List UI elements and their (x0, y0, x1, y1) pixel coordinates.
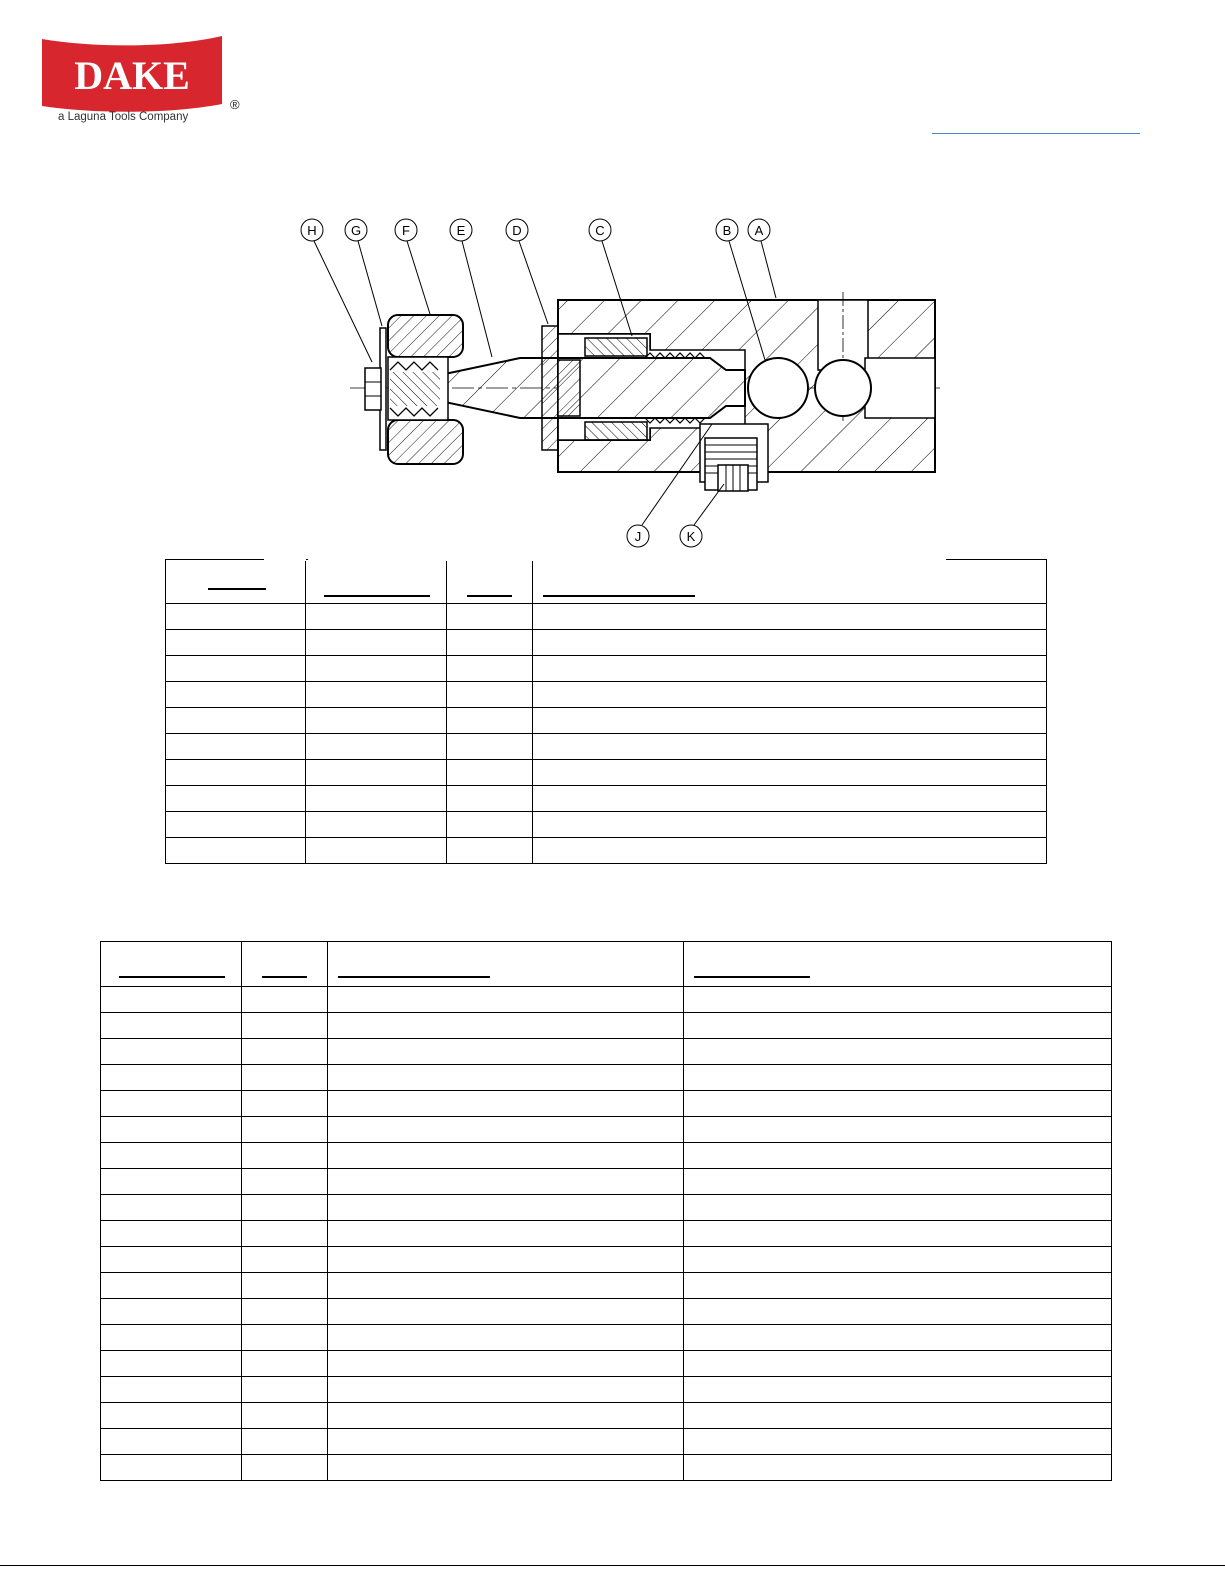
callout-a (748, 219, 776, 298)
header-link[interactable] (932, 133, 1140, 134)
logo-tagline: a Laguna Tools Company (58, 111, 189, 123)
table-row (101, 1273, 1112, 1299)
table-row (166, 812, 1047, 838)
table-row (101, 1299, 1112, 1325)
header-cell (684, 942, 1112, 987)
ball-2 (815, 360, 871, 416)
details-table-header (101, 942, 1112, 987)
table-row (166, 786, 1047, 812)
callout-g (345, 219, 382, 326)
table-border-gap (264, 557, 306, 561)
packing-c-top (585, 338, 647, 356)
table-row (166, 708, 1047, 734)
svg-text:K: K (686, 529, 696, 544)
header-cell (242, 942, 328, 987)
callout-d (506, 219, 548, 324)
svg-text:J: J (634, 529, 642, 544)
table-row (101, 1065, 1112, 1091)
svg-text:G: G (350, 223, 362, 238)
svg-text:A: A (754, 223, 764, 238)
table-row (101, 1429, 1112, 1455)
header-cell (533, 560, 1047, 604)
table-row (101, 1013, 1112, 1039)
callout-h (301, 219, 372, 362)
table-row (166, 604, 1047, 630)
details-table (100, 941, 1112, 1481)
packing-c-bottom (585, 422, 647, 440)
table-row (101, 1403, 1112, 1429)
table-row (101, 987, 1112, 1013)
header-cell (306, 560, 447, 604)
parts-table-header (166, 560, 1047, 604)
svg-text:C: C (595, 223, 605, 238)
table-row (166, 630, 1047, 656)
callout-f (395, 219, 430, 314)
header-cell (447, 560, 533, 604)
page-footer-rule (0, 1565, 1225, 1566)
plug-k (705, 438, 757, 491)
stem-e (440, 353, 745, 423)
svg-text:B: B (722, 223, 732, 238)
svg-text:E: E (456, 223, 466, 238)
dake-logo (40, 34, 245, 129)
parts-table (165, 559, 1047, 864)
header-cell (101, 942, 242, 987)
table-row (166, 760, 1047, 786)
table-row (101, 1247, 1112, 1273)
table-row (101, 1325, 1112, 1351)
table-border-gap (308, 557, 946, 561)
table-row (101, 1377, 1112, 1403)
table-row (101, 1221, 1112, 1247)
table-row (101, 1143, 1112, 1169)
table-row (101, 1169, 1112, 1195)
table-row (166, 734, 1047, 760)
callout-k (680, 484, 724, 547)
svg-text:F: F (402, 223, 410, 238)
logo-text: DAKE (74, 53, 190, 98)
registered-mark: ® (230, 97, 240, 112)
table-row (101, 1091, 1112, 1117)
svg-text:H: H (307, 223, 317, 238)
screw-head-h (365, 368, 381, 410)
table-row (166, 838, 1047, 864)
header-cell (328, 942, 684, 987)
table-row (166, 682, 1047, 708)
table-row (166, 656, 1047, 682)
ball-b (748, 358, 808, 418)
header-cell (166, 560, 306, 604)
svg-text:D: D (512, 223, 522, 238)
table-row (101, 1195, 1112, 1221)
table-row (101, 1039, 1112, 1065)
table-row (101, 1455, 1112, 1481)
table-row (101, 1117, 1112, 1143)
valve-cross-section-diagram (290, 210, 950, 555)
table-row (101, 1351, 1112, 1377)
